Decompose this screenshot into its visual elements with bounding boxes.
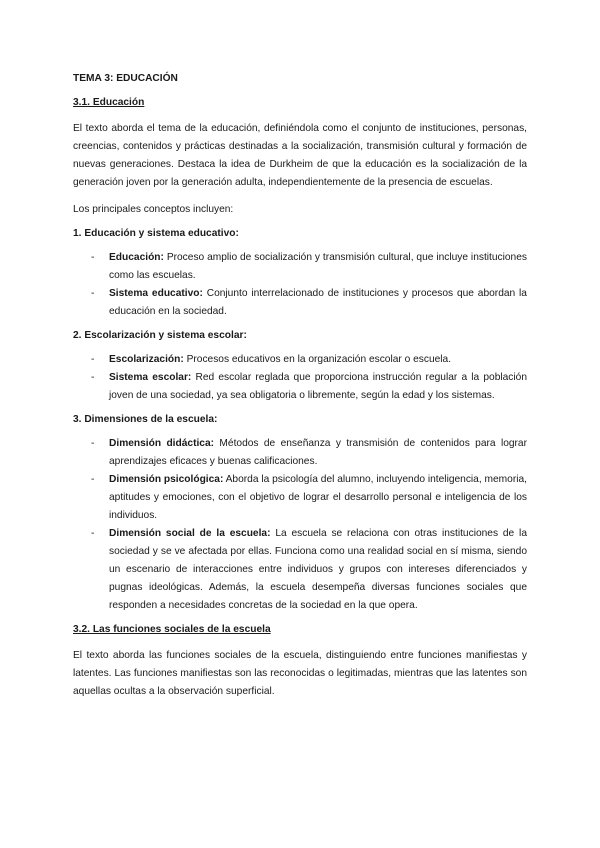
- section-heading-educacion: 3.1. Educación: [73, 97, 145, 108]
- dash-bullet: -: [91, 528, 95, 539]
- term-label: Dimensión psicológica:: [109, 474, 224, 485]
- term-definition: Procesos educativos en la organización escolar o escuela.: [186, 354, 452, 365]
- term-definition: Conjunto interrelacionado de instituciones y procesos que abordan la educación en la sociedad.: [109, 288, 527, 317]
- dash-bullet: -: [91, 372, 95, 383]
- subheading-dimensiones: 3. Dimensiones de la escuela:: [73, 414, 218, 425]
- term-definition: Proceso amplio de socialización y transmisión cultural, que incluye instituciones como las escuelas.: [109, 252, 527, 281]
- document-content: [73, 73, 527, 710]
- term-definition: Red escolar reglada que proporciona instrucción regular a la población joven de una sociedad, ya sea obligatoria o libremente, según la edad y los sistemas.: [109, 372, 528, 401]
- term-label: Sistema educativo:: [109, 288, 203, 299]
- term-definition: Métodos de enseñanza y transmisión de contenidos para lograr aprendizajes eficaces y buenas calificaciones.: [109, 438, 527, 467]
- term-definition: La escuela se relaciona con otras instituciones de la sociedad y se ve afectada por ellas. Funciona como una realidad social en sí misma, siendo un escenario de interacciones entre individuos y grupos con intereses diferenciados y pugnas ideológicas. Además, la escuela desempeña diversas funciones sociales que responden a necesidades concretas de la sociedad en la que opera.: [109, 528, 527, 611]
- list-item: [73, 351, 527, 369]
- section-intro-paragraph: El texto aborda el tema de la educación, definiéndola como el conjunto de instituciones, personas, creencias, contenidos y prácticas destinadas a la socialización, transmisión cultural y formación de nuevas generaciones. Destaca la idea de Durkheim de que la educación es la socialización de la generación joven por la generación adulta, independientemente de la presencia de escuelas.: [73, 123, 527, 188]
- dash-bullet: -: [91, 252, 95, 263]
- subheading-educacion-sistema: 1. Educación y sistema educativo:: [73, 228, 239, 239]
- document-title: TEMA 3: EDUCACIÓN: [73, 73, 178, 84]
- concept-list: [73, 351, 527, 405]
- term-label: Dimensión social de la escuela:: [109, 528, 271, 539]
- list-item: [73, 525, 527, 615]
- term-label: Escolarización:: [109, 354, 184, 365]
- subheading-escolarizacion: 2. Escolarización y sistema escolar:: [73, 330, 247, 341]
- term-definition: Aborda la psicología del alumno, incluyendo inteligencia, memoria, aptitudes y emociones, con el objetivo de lograr el desarrollo personal e inteligencia de los individuos.: [109, 474, 527, 521]
- dash-bullet: -: [91, 474, 95, 485]
- section-heading-funciones-sociales: 3.2. Las funciones sociales de la escuela: [73, 624, 271, 635]
- term-label: Dimensión didáctica:: [109, 438, 215, 449]
- list-item: [73, 249, 527, 285]
- dash-bullet: -: [91, 288, 95, 299]
- list-item: [73, 471, 527, 525]
- list-item: [73, 435, 527, 471]
- list-item: [73, 285, 527, 321]
- dash-bullet: -: [91, 438, 95, 449]
- dash-bullet: -: [91, 354, 95, 365]
- list-item: [73, 369, 527, 405]
- concept-list: [73, 435, 527, 615]
- term-label: Sistema escolar:: [109, 372, 192, 383]
- concept-list: [73, 249, 527, 321]
- section-intro-paragraph: El texto aborda las funciones sociales de la escuela, distinguiendo entre funciones manifiestas y latentes. Las funciones manifiestas son las reconocidas o legitimadas, mientras que las latentes son aquellas ocultas a la observación superficial.: [73, 650, 527, 697]
- concepts-intro-paragraph: Los principales conceptos incluyen:: [73, 204, 234, 215]
- term-label: Educación:: [109, 252, 164, 263]
